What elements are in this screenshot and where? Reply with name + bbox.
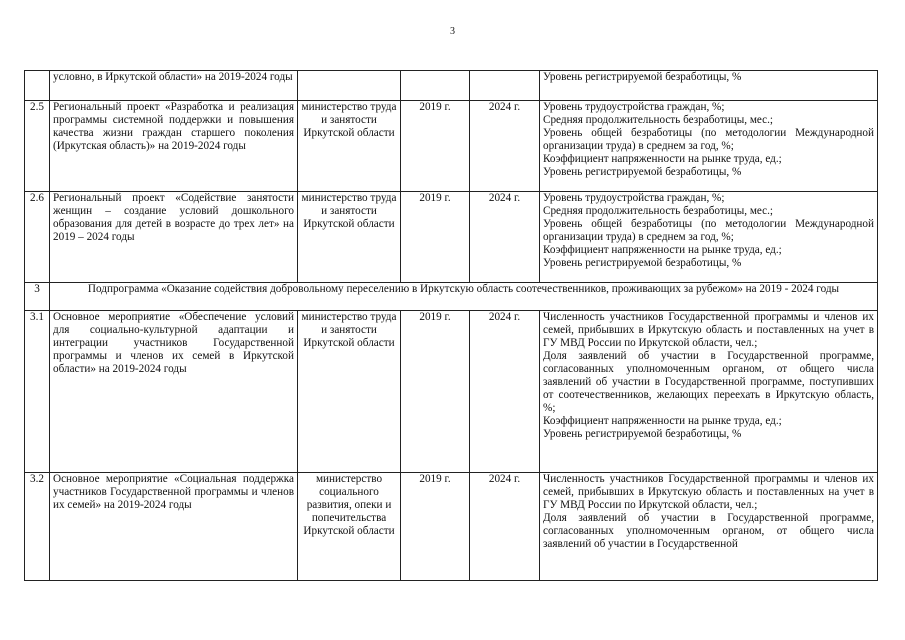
table-row	[25, 101, 878, 192]
row-number: 3	[25, 283, 50, 311]
start-year	[401, 71, 470, 101]
indicator-line: Доля заявлений об участии в Государственной программе, согласованных уполномоченным органом, от общего числа заявлений об участии в Государственной программе, поступивших от соотечественников, желающих переехать в Иркутскую область, %;	[543, 350, 874, 414]
page-number: 3	[450, 26, 455, 37]
row-number	[25, 71, 50, 101]
executor: министерство труда и занятости Иркутской области	[298, 311, 401, 473]
indicator-line: Уровень регистрируемой безработицы, %	[543, 71, 742, 83]
indicator-line: Уровень регистрируемой безработицы, %	[543, 257, 742, 269]
subprogram-row	[25, 283, 878, 311]
activity-title: Основное мероприятие «Социальная поддержка участников Государственной программы и членов их семей» на 2019-2024 годы	[50, 473, 298, 581]
activity-title: Основное мероприятие «Обеспечение условий для социально-культурной адаптации и интеграции участников Государственной программы и членов их семей в Иркутской области» на 2019-2024 годы	[50, 311, 298, 473]
end-year: 2024 г.	[470, 101, 540, 192]
indicator-line: Коэффициент напряженности на рынке труда, ед.;	[543, 153, 782, 165]
end-year	[470, 71, 540, 101]
indicator-line: Численность участников Государственной программы и членов их семей, прибывших в Иркутскую область и поставленных на учет в ГУ МВД России по Иркутской области, чел.;	[543, 473, 874, 511]
subprogram-title: Подпрограмма «Оказание содействия добровольному переселению в Иркутскую область соотечественников, проживающих за рубежом» на 2019 - 2024 годы	[50, 283, 878, 311]
program-table-body	[25, 71, 878, 581]
indicator-line: Средняя продолжительность безработицы, мес.;	[543, 114, 774, 126]
executor: министерство труда и занятости Иркутской области	[298, 192, 401, 283]
indicator-line: Коэффициент напряженности на рынке труда, ед.;	[543, 415, 782, 427]
table-row	[25, 473, 878, 581]
indicator-line: Уровень трудоустройства граждан, %;	[543, 192, 725, 204]
activity-title: Региональный проект «Разработка и реализация программы системной поддержки и повышения качества жизни граждан старшего поколения (Иркутская область)» на 2019-2024 годы	[50, 101, 298, 192]
end-year: 2024 г.	[470, 192, 540, 283]
program-table	[24, 70, 878, 581]
table-row	[25, 192, 878, 283]
row-number: 3.2	[25, 473, 50, 581]
indicator-line: Уровень регистрируемой безработицы, %	[543, 166, 742, 178]
indicators-cell	[540, 101, 878, 192]
indicators-cell	[540, 71, 878, 101]
indicators-cell	[540, 311, 878, 473]
table-row	[25, 71, 878, 101]
indicator-line: Численность участников Государственной программы и членов их семей, прибывших в Иркутскую область и поставленных на учет в ГУ МВД России по Иркутской области, чел.;	[543, 311, 874, 349]
indicator-line: Доля заявлений об участии в Государственной программе, согласованных уполномоченным органом, от общего числа заявлений об участии в Государственной	[543, 512, 874, 550]
start-year: 2019 г.	[401, 473, 470, 581]
indicator-line: Средняя продолжительность безработицы, мес.;	[543, 205, 774, 217]
end-year: 2024 г.	[470, 311, 540, 473]
indicators-cell	[540, 473, 878, 581]
start-year: 2019 г.	[401, 311, 470, 473]
table-row	[25, 311, 878, 473]
start-year: 2019 г.	[401, 101, 470, 192]
activity-title: Региональный проект «Содействие занятости женщин – создание условий дошкольного образования для детей в возрасте до трех лет» на 2019 – 2024 годы	[50, 192, 298, 283]
activity-title: условно, в Иркутской области» на 2019-2024 годы	[50, 71, 298, 101]
end-year: 2024 г.	[470, 473, 540, 581]
indicator-line: Уровень общей безработицы (по методологии Международной организации труда) в среднем за год, %;	[543, 127, 874, 152]
row-number: 2.6	[25, 192, 50, 283]
executor: министерство социального развития, опеки и попечительства Иркутской области	[298, 473, 401, 581]
indicator-line: Уровень регистрируемой безработицы, %	[543, 428, 742, 440]
row-number: 3.1	[25, 311, 50, 473]
indicator-line: Уровень общей безработицы (по методологии Международной организации труда) в среднем за год, %;	[543, 218, 874, 243]
indicator-line: Уровень трудоустройства граждан, %;	[543, 101, 725, 113]
start-year: 2019 г.	[401, 192, 470, 283]
executor	[298, 71, 401, 101]
executor: министерство труда и занятости Иркутской области	[298, 101, 401, 192]
row-number: 2.5	[25, 101, 50, 192]
indicators-cell	[540, 192, 878, 283]
indicator-line: Коэффициент напряженности на рынке труда, ед.;	[543, 244, 782, 256]
